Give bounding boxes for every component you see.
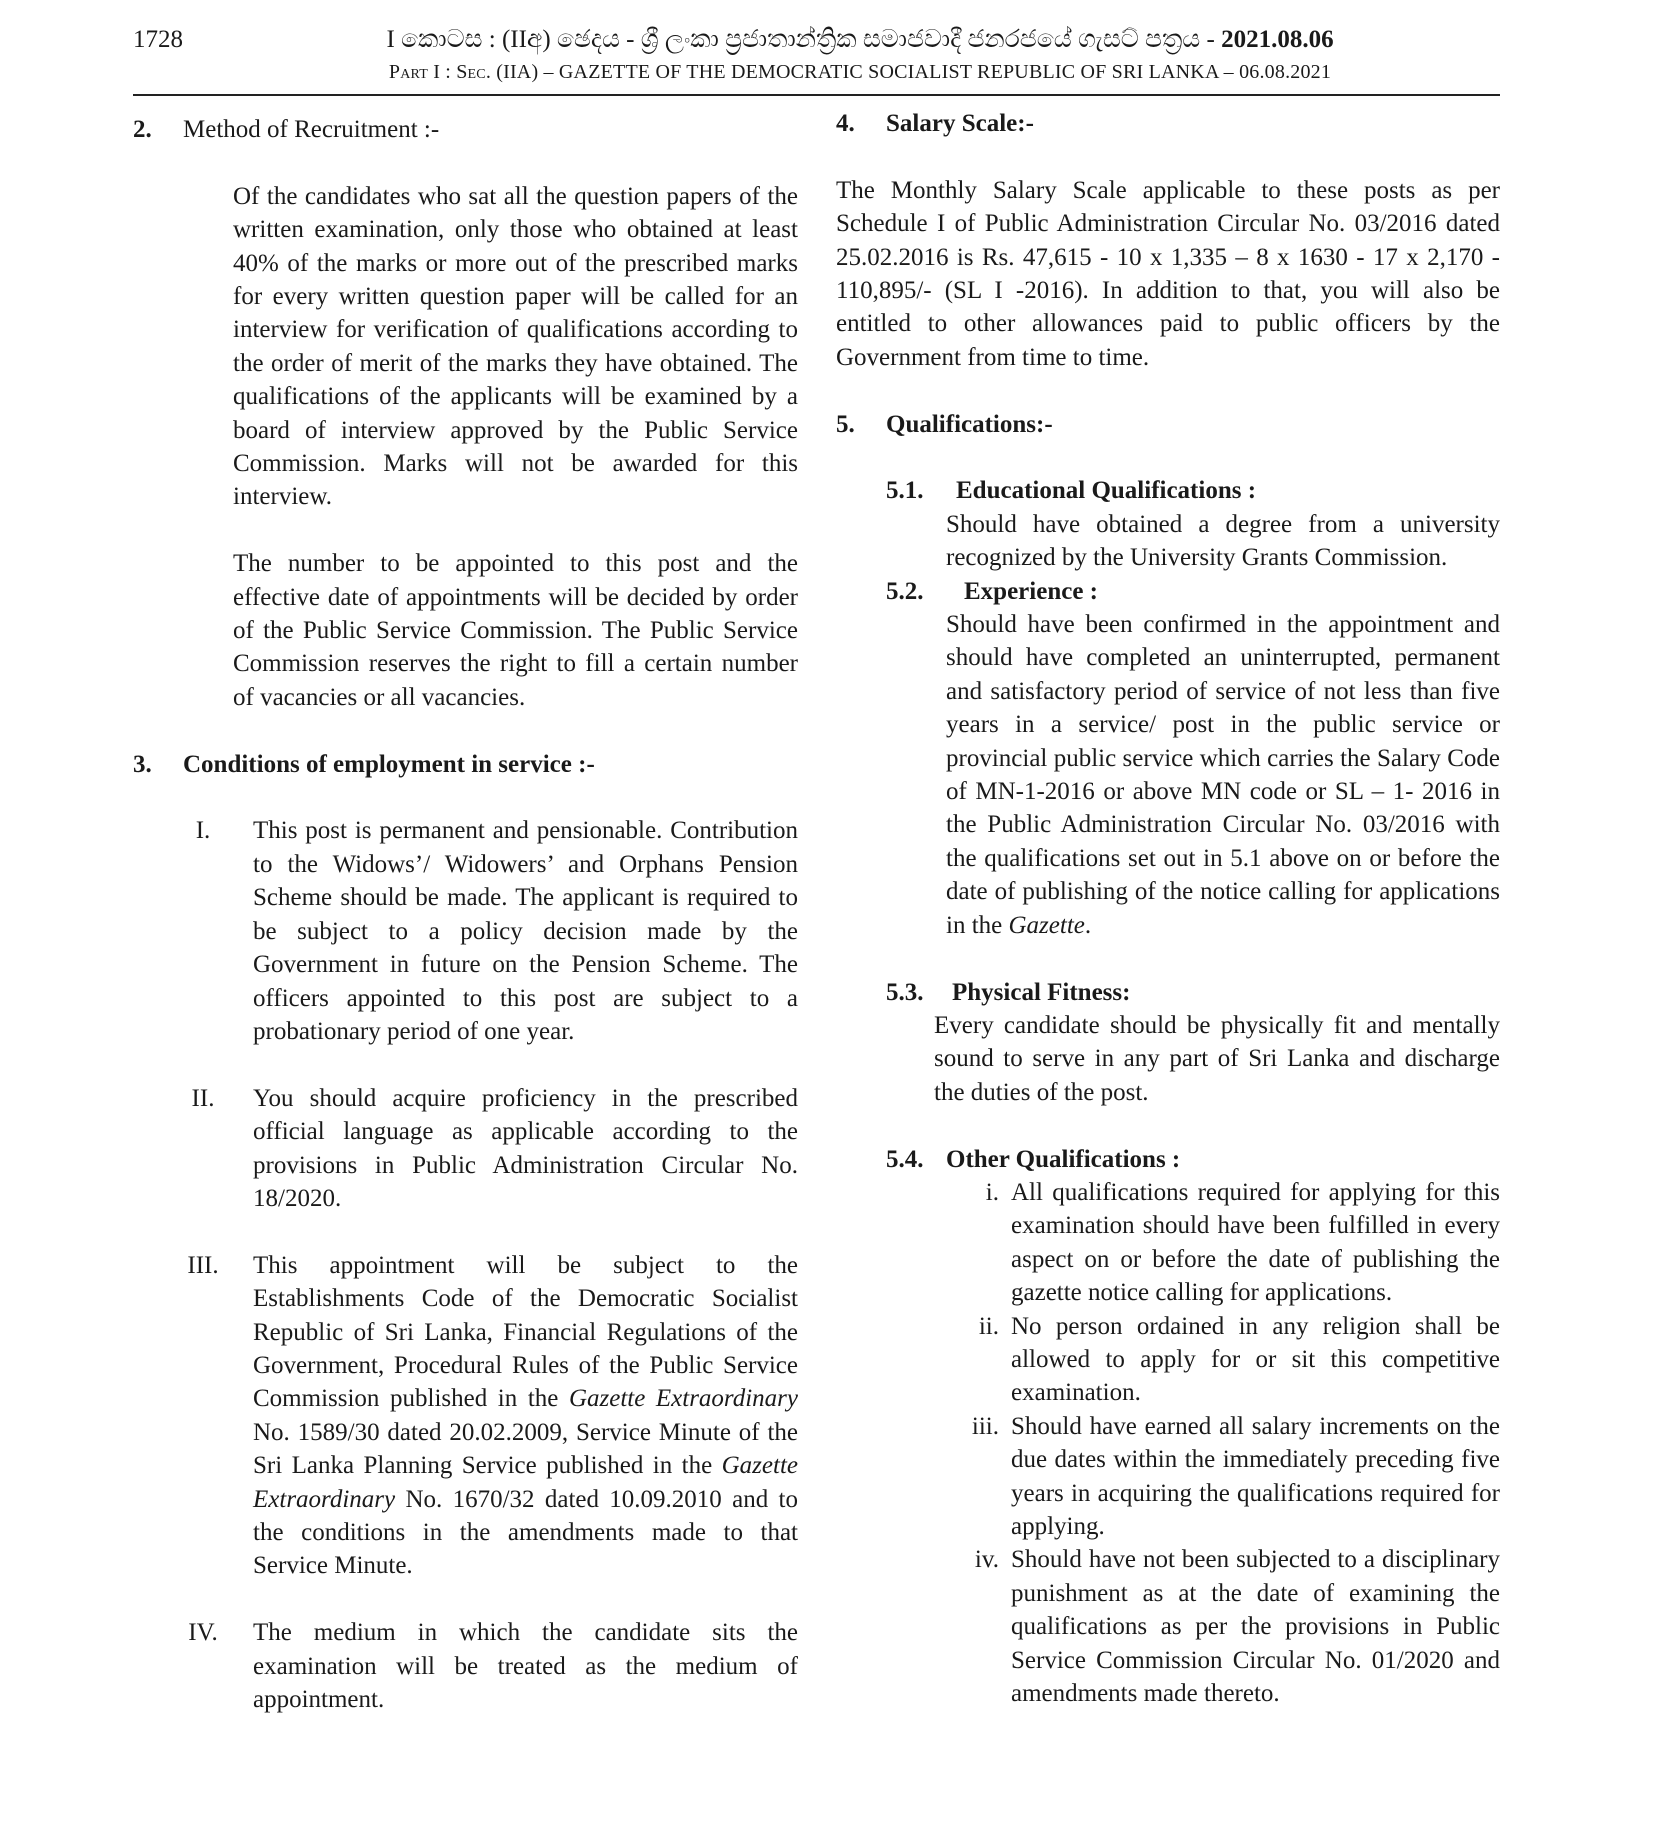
item-text: Should have earned all salary increments on the due dates within the immediately preceding five years in acquiring the qualifications required for applying. bbox=[1011, 1412, 1500, 1540]
sinhala-header-date: 2021.08.06 bbox=[1221, 26, 1334, 53]
section-title: Conditions of employment in service :- bbox=[183, 750, 595, 778]
right-column bbox=[836, 107, 1500, 1710]
condition-item bbox=[133, 1616, 798, 1716]
other-qualification-item bbox=[951, 1310, 1500, 1410]
section-number: 5. bbox=[836, 410, 855, 438]
other-qualification-item bbox=[951, 1176, 1500, 1310]
item-label: iv. bbox=[974, 1546, 999, 1574]
item-text: The medium in which the candidate sits the examination will be treated as the medium of appointment. bbox=[253, 1619, 798, 1713]
item-label: IV. bbox=[188, 1619, 218, 1647]
section-title: Qualifications:- bbox=[886, 410, 1053, 438]
item-text: This post is permanent and pensionable. Contribution to the Widows’/ Widowers’ and Orphans Pension Scheme should be made. The applicant is required to be subject to a policy decision made by the Government in future on the Pension Scheme. The officers appointed to this post are subject to a probationary period of one year. bbox=[253, 817, 798, 1045]
section-5-heading bbox=[836, 408, 1500, 441]
item-label: i. bbox=[985, 1178, 999, 1206]
item-label: II. bbox=[191, 1084, 215, 1112]
item-text: Should have not been subjected to a disciplinary punishment as at the date of examining the qualifications as per the provisions in Public Service Commission Circular No. 01/2020 and amendments made thereto. bbox=[1011, 1546, 1500, 1708]
section-number: 4. bbox=[836, 110, 855, 137]
physical-fitness-text: Every candidate should be physically fit and mentally sound to serve in any part of Sri Lanka and discharge the duties of the post. bbox=[934, 1011, 1500, 1106]
salary-paragraph: The Monthly Salary Scale applicable to these posts as per Schedule I of Public Administration Circular No. 03/2016 dated 25.02.2016 is Rs. 47,615 - 10 x 1,335 – 8 x 1630 - 17 x 2,170 - 110,895/- (SL I -2016). In addition to that, you will also be entitled to other allowances paid to public officers by the Government from time to time. bbox=[836, 176, 1500, 371]
section-number: 2. bbox=[133, 116, 152, 143]
section-title: Salary Scale:- bbox=[886, 110, 1034, 137]
item-label: ii. bbox=[978, 1312, 999, 1340]
header-divider bbox=[133, 94, 1500, 96]
page-number: 1728 bbox=[133, 26, 183, 53]
left-column bbox=[133, 113, 798, 1716]
item-text: This appointment will be subject to the Establishments Code of the Democratic Socialist Republic of Sri Lanka, Financial Regulations of the Government, Procedural Rules of the Public Service Commission published in the Gazette Extraordinary No. 1589/30 dated 20.02.2009, Service Minute of the Sri Lanka Planning Service published in the Gazette Extraordinary No. 1670/32 dated 10.09.2010 and to the conditions in the amendments made to that Service Minute. bbox=[253, 1251, 798, 1580]
item-text: You should acquire proficiency in the prescribed official language as applicable according to the provisions in Public Administration Circular No. 18/2020. bbox=[253, 1084, 798, 1212]
item-text: No person ordained in any religion shall be allowed to apply for or sit this competitive examination. bbox=[1011, 1312, 1500, 1407]
item-label: III. bbox=[187, 1251, 219, 1279]
section-3-heading bbox=[133, 748, 798, 781]
other-qualification-item bbox=[951, 1543, 1500, 1710]
sinhala-header bbox=[320, 26, 1400, 54]
recruitment-paragraph-2: The number to be appointed to this post and the effective date of appointments will be decided by order of the Public Service Commission. The Public Service Commission reserves the right to fill a certain number of vacancies or all vacancies. bbox=[233, 550, 798, 711]
recruitment-paragraph-1: Of the candidates who sat all the question papers of the written examination, only those who obtained at least 40% of the marks or more out of the prescribed marks for every written question paper will be called for an interview for verification of qualifications according to the order of merit of the marks they have obtained. The qualifications of the applicants will be examined by a board of interview approved by the Public Service Commission. Marks will not be awarded for this interview. bbox=[233, 182, 798, 511]
experience-text: Should have been confirmed in the appointment and should have completed an uninterrupted, permanent and satisfactory period of service of not less than five years in a service/ post in the public service or provincial public service which carries the Salary Code of MN-1-2016 or above MN code or SL – 1- 2016 in the Public Administration Circular No. 03/2016 with the qualifications set out in 5.1 above on or before the date of publishing of the notice calling for applications in the Gazette. bbox=[946, 611, 1500, 939]
subsection-5-1-heading: 5.1. Educational Qualifications : bbox=[886, 477, 1257, 505]
condition-item bbox=[133, 814, 798, 1048]
item-text: All qualifications required for applying for this examination should have been fulfilled in every aspect on or before the date of publishing the gazette notice calling for applications. bbox=[1011, 1178, 1500, 1307]
condition-item bbox=[133, 1082, 798, 1216]
sinhala-header-text: I කොටස : (IIඅ) ඡෙදය - ශ්‍රී ලංකා ප්‍රජාතාන්ත්‍රික සමාජවාදී ජනරජයේ ගැසට් පත්‍රය - bbox=[386, 26, 1215, 53]
item-label: I. bbox=[195, 817, 211, 845]
educational-qualifications-text: Should have obtained a degree from a university recognized by the University Grants Commission. bbox=[946, 510, 1500, 572]
english-header: Part I : Sec. (IIA) – GAZETTE OF THE DEMOCRATIC SOCIALIST REPUBLIC OF SRI LANKA – 06.08.2021 bbox=[388, 61, 1332, 83]
item-label: iii. bbox=[971, 1412, 999, 1440]
subsection-5-4-heading: 5.4. Other Qualifications : bbox=[886, 1145, 1181, 1173]
other-qualification-item bbox=[951, 1410, 1500, 1544]
section-title: Method of Recruitment :- bbox=[183, 116, 440, 143]
subsection-5-3-heading: 5.3. Physical Fitness: bbox=[886, 978, 1131, 1006]
subsection-5-2-heading: 5.2. Experience : bbox=[886, 577, 1098, 605]
condition-item bbox=[133, 1249, 798, 1583]
section-4-heading bbox=[836, 107, 1500, 140]
section-number: 3. bbox=[133, 750, 152, 778]
section-2-heading bbox=[133, 113, 798, 146]
